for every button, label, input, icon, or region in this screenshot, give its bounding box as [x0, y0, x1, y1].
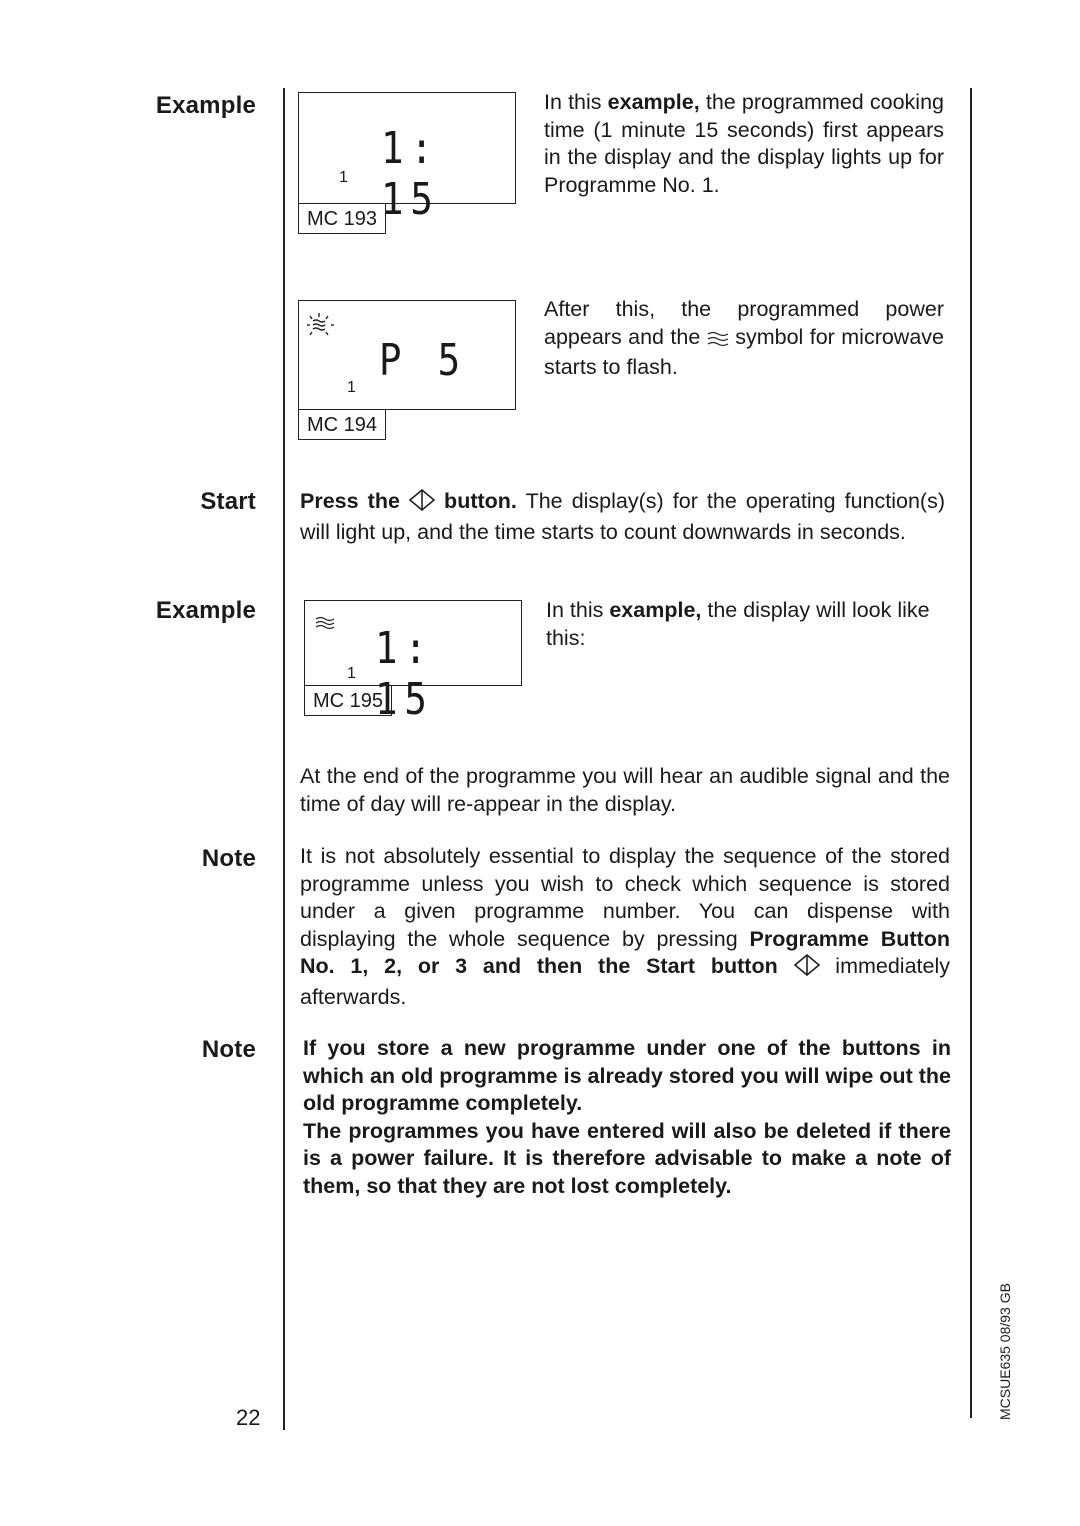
label-example: Example [155, 597, 256, 624]
left-margin-rule [283, 88, 285, 1430]
microwave-symbol-icon [707, 327, 729, 355]
page-number: 22 [236, 1405, 261, 1430]
figure-caption: MC 193 [298, 204, 386, 234]
lcd-digits: P 5 [379, 335, 467, 386]
label-start: Start [200, 488, 256, 515]
start-paragraph: Press the button. The display(s) for the operating function(s) will light up, and the time starts to count downwards in seconds. [300, 489, 945, 544]
lcd-display [298, 300, 516, 410]
example3-paragraph: In this example, the display will look like this: [546, 598, 930, 650]
figure-caption: MC 195 [304, 686, 392, 716]
programme-number: 1 [339, 169, 348, 186]
example2-paragraph: After this, the programmed power appears and the symbol for microwave starts to flash. [544, 297, 944, 379]
start-symbol-icon [409, 489, 435, 519]
end-signal-paragraph: At the end of the programme you will hear an audible signal and the time of day will re-appear in the display. [300, 764, 950, 816]
note1-paragraph: It is not absolutely essential to display the sequence of the stored programme unless you wish to check which sequence is stored under a given programme number. You can dispense with displaying the whole sequence by pressing Programme Button No. 1, 2, or 3 and then the Start button immediately afterwards. [300, 844, 951, 1009]
example1-paragraph: In this example, the programmed cooking time (1 minute 15 seconds) first appears in the display and the display lights up for Programme No. 1. [544, 90, 944, 197]
microwave-icon [315, 615, 335, 635]
lcd-digits: 1: 15 [381, 123, 440, 225]
document-code: MCSUE635 08/93 GB [997, 1283, 1013, 1420]
note2-paragraph: If you store a new programme under one of the buttons in which an old programme is already stored you will wipe out the old programme completely. The programmes you have entered will also be deleted if there is a power failure. It is therefore advisable to make a note of them, so that they are not lost completely. [303, 1036, 951, 1198]
label-note: Note [201, 845, 256, 872]
label-note: Note [201, 1036, 256, 1063]
programme-number: 1 [347, 379, 356, 396]
programme-number: 1 [347, 665, 356, 682]
start-symbol-icon [794, 954, 820, 984]
right-margin-rule [970, 88, 972, 1418]
microwave-flashing-icon [305, 311, 335, 343]
figure-caption: MC 194 [298, 410, 386, 440]
lcd-digits: 1: 15 [375, 623, 434, 725]
label-example: Example [155, 92, 256, 119]
